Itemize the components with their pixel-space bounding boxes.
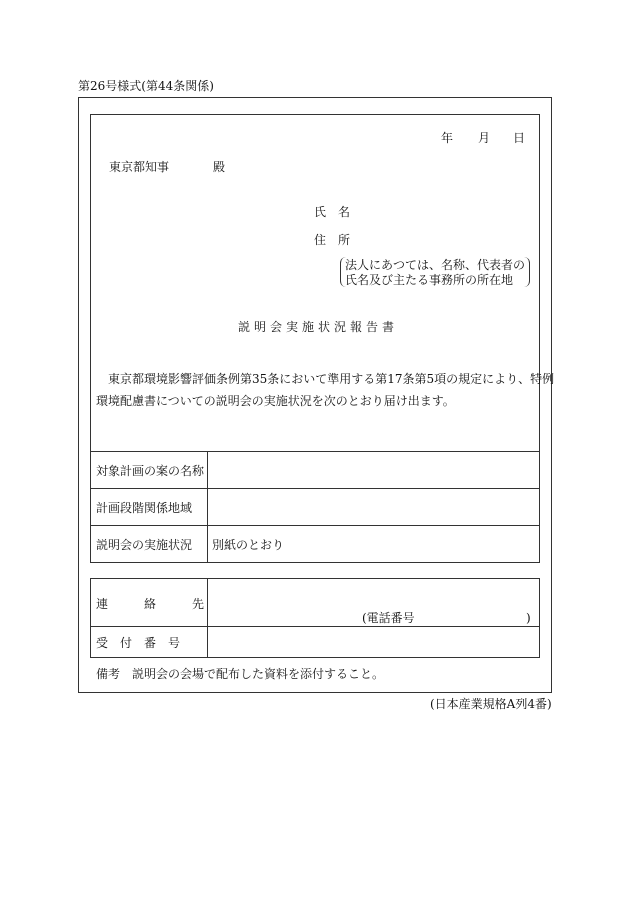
- remarks: 備考 説明会の会場で配布した資料を添付すること。: [96, 667, 385, 681]
- corporate-note-line1: 法人にあつては、名称、代表者の: [345, 258, 526, 272]
- table-column-divider: [207, 451, 208, 563]
- table-top-border: [90, 451, 540, 452]
- contact-row-divider: [90, 626, 540, 627]
- address-label: 住 所: [314, 233, 351, 247]
- row-label-plan-name: 対象計画の案の名称: [96, 464, 205, 478]
- body-line1: 東京都環境影響評価条例第35条において準用する第17条第5項の規定により、特例: [108, 372, 555, 386]
- row-label-related-area: 計画段階関係地域: [96, 501, 193, 515]
- addressee-honorific: 殿: [213, 160, 226, 174]
- receipt-number-label: 受 付 番 号: [96, 636, 181, 650]
- row-value-meeting-status: 別紙のとおり: [212, 538, 285, 552]
- name-label: 氏 名: [314, 205, 351, 219]
- addressee-name: 東京都知事: [109, 160, 170, 174]
- body-line2: 環境配慮書についての説明会の実施状況を次のとおり届け出ます。: [96, 394, 455, 408]
- date-day: 日: [513, 131, 526, 145]
- table-row-divider: [90, 525, 540, 526]
- contact-label: 連 絡 先: [96, 597, 205, 611]
- phone-label: (電話番号: [362, 611, 415, 625]
- date-month: 月: [478, 131, 491, 145]
- form-number: 第26号様式(第44条関係): [78, 79, 214, 93]
- main-frame: [90, 114, 540, 563]
- table-row-divider: [90, 488, 540, 489]
- contact-column-divider: [207, 578, 208, 658]
- corporate-note-line2: 氏名及び主たる事務所の所在地: [345, 273, 514, 287]
- paper-size-note: (日本産業規格A列4番): [430, 697, 552, 711]
- date-year: 年: [441, 131, 454, 145]
- document-title: 説明会実施状況報告書: [238, 320, 399, 334]
- phone-close-paren: ): [526, 611, 531, 625]
- row-label-meeting-status: 説明会の実施状況: [96, 538, 193, 552]
